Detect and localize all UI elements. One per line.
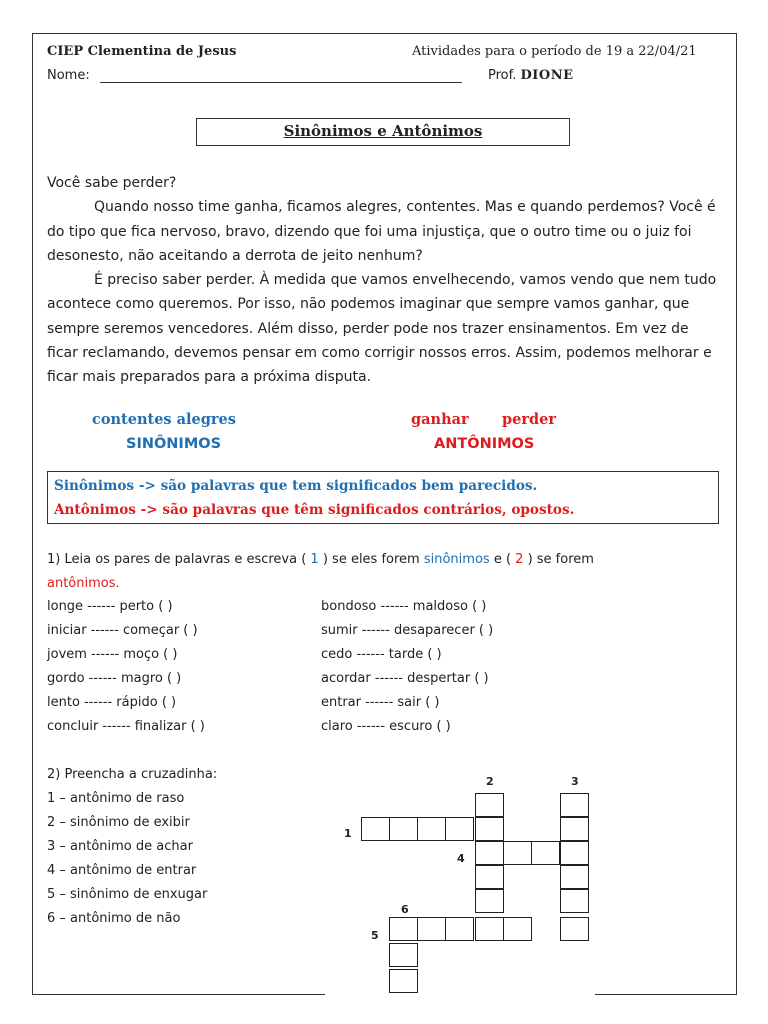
crossword-cell[interactable] <box>560 865 589 889</box>
crossword-number-1: 1 <box>344 827 352 840</box>
crossword-cell[interactable] <box>475 917 504 941</box>
paragraph-2: É preciso saber perder. À medida que vamos envelhecendo, vamos vendo que nem tudo acontece como queremos. Por isso, não podemos imaginar que sempre vamos ganhar, que sempre seremos vencedores. Além disso, perder pode nos trazer ensinamentos. Em vez de ficar reclamando, devemos pensar em como corrigir nossos erros. Assim, podemos melhorar e ficar mais preparados para a próxima disputa. <box>47 272 717 386</box>
crossword-cell[interactable] <box>475 841 504 865</box>
pair-right-2: sumir ------ desaparecer ( ) <box>321 623 494 638</box>
pair-right-4: acordar ------ despertar ( ) <box>321 671 489 686</box>
crossword-cell[interactable] <box>503 917 532 941</box>
synonym-example: contentes alegres <box>92 411 236 428</box>
crossword-cell[interactable] <box>389 917 418 941</box>
pair-right-1: bondoso ------ maldoso ( ) <box>321 599 487 614</box>
clue-2: 2 – sinônimo de exibir <box>47 815 190 830</box>
ex1-antonym-word: antônimos. <box>47 576 120 591</box>
clue-3: 3 – antônimo de achar <box>47 839 193 854</box>
crossword-cell[interactable] <box>475 817 504 841</box>
crossword-cell[interactable] <box>389 969 418 993</box>
clue-6: 6 – antônimo de não <box>47 911 181 926</box>
question-line: Você sabe perder? <box>47 175 177 191</box>
pair-left-6: concluir ------ finalizar ( ) <box>47 719 205 734</box>
pair-left-2: iniciar ------ começar ( ) <box>47 623 198 638</box>
ex1-number-1: 1 <box>306 552 323 567</box>
antonym-example-2: perder <box>502 411 557 428</box>
pair-left-4: gordo ------ magro ( ) <box>47 671 182 686</box>
exercise-1-instruction <box>47 548 594 572</box>
crossword-number-2: 2 <box>486 775 494 788</box>
crossword-cell[interactable] <box>531 841 560 865</box>
crossword-cell[interactable] <box>475 793 504 817</box>
exercise-2-title: 2) Preencha a cruzadinha: <box>47 767 218 782</box>
crossword-cell[interactable] <box>475 889 504 913</box>
crossword-cell[interactable] <box>560 841 589 865</box>
crossword-cell[interactable] <box>361 817 390 841</box>
clue-1: 1 – antônimo de raso <box>47 791 185 806</box>
page-title-text: Sinônimos e Antônimos <box>283 122 483 140</box>
frame-gap <box>325 990 595 1000</box>
antonym-definition: Antônimos -> são palavras que têm significados contrários, opostos. <box>54 502 575 518</box>
pair-right-5: entrar ------ sair ( ) <box>321 695 440 710</box>
antonym-label: ANTÔNIMOS <box>434 436 535 452</box>
synonym-label: SINÔNIMOS <box>126 436 222 452</box>
paragraph-1: Quando nosso time ganha, ficamos alegres, contentes. Mas e quando perdemos? Você é do tipo que fica nervoso, bravo, dizendo que foi uma injustiça, que o outro time ou o juiz foi desonesto, não aceitando a derrota de jeito nenhum? <box>47 199 716 264</box>
pair-right-3: cedo ------ tarde ( ) <box>321 647 442 662</box>
school-name: CIEP Clementina de Jesus <box>47 44 237 59</box>
clue-5: 5 – sinônimo de enxugar <box>47 887 208 902</box>
crossword-number-4: 4 <box>457 852 465 865</box>
crossword-number-6: 6 <box>401 903 409 916</box>
crossword-cell[interactable] <box>503 841 532 865</box>
name-line <box>100 82 462 83</box>
crossword-cell[interactable] <box>417 917 446 941</box>
pair-left-3: jovem ------ moço ( ) <box>47 647 178 662</box>
crossword-number-5: 5 <box>371 929 379 942</box>
pair-left-5: lento ------ rápido ( ) <box>47 695 177 710</box>
pair-left-1: longe ------ perto ( ) <box>47 599 173 614</box>
pair-right-6: claro ------ escuro ( ) <box>321 719 451 734</box>
reading-text <box>47 171 719 390</box>
crossword-cell[interactable] <box>445 817 474 841</box>
teacher-name: DIONE <box>520 68 574 83</box>
ex1-synonym-word: sinônimos <box>423 552 490 567</box>
crossword-cell[interactable] <box>445 917 474 941</box>
crossword-cell[interactable] <box>389 817 418 841</box>
crossword-cell[interactable] <box>475 865 504 889</box>
crossword-cell[interactable] <box>389 943 418 967</box>
clue-4: 4 – antônimo de entrar <box>47 863 197 878</box>
ex1-text-d: ) se forem <box>527 552 594 567</box>
definitions-box <box>47 471 719 524</box>
crossword-number-3: 3 <box>571 775 579 788</box>
crossword-cell[interactable] <box>560 817 589 841</box>
crossword-cell[interactable] <box>560 917 589 941</box>
antonym-example-1: ganhar <box>411 411 469 428</box>
crossword-cell[interactable] <box>560 889 589 913</box>
ex1-text-c: e ( <box>493 552 512 567</box>
teacher-field <box>488 68 574 83</box>
crossword-cell[interactable] <box>417 817 446 841</box>
page-title <box>196 118 570 146</box>
ex1-text-a: 1) Leia os pares de palavras e escreva ( <box>47 552 307 567</box>
ex1-number-2: 2 <box>511 552 528 567</box>
synonym-definition: Sinônimos -> são palavras que tem significados bem parecidos. <box>54 478 538 494</box>
activity-period: Atividades para o período de 19 a 22/04/21 <box>412 44 697 59</box>
teacher-label: Prof. <box>488 68 517 83</box>
name-label: Nome: <box>47 68 90 83</box>
ex1-text-b: ) se eles forem <box>322 552 420 567</box>
crossword-cell[interactable] <box>560 793 589 817</box>
